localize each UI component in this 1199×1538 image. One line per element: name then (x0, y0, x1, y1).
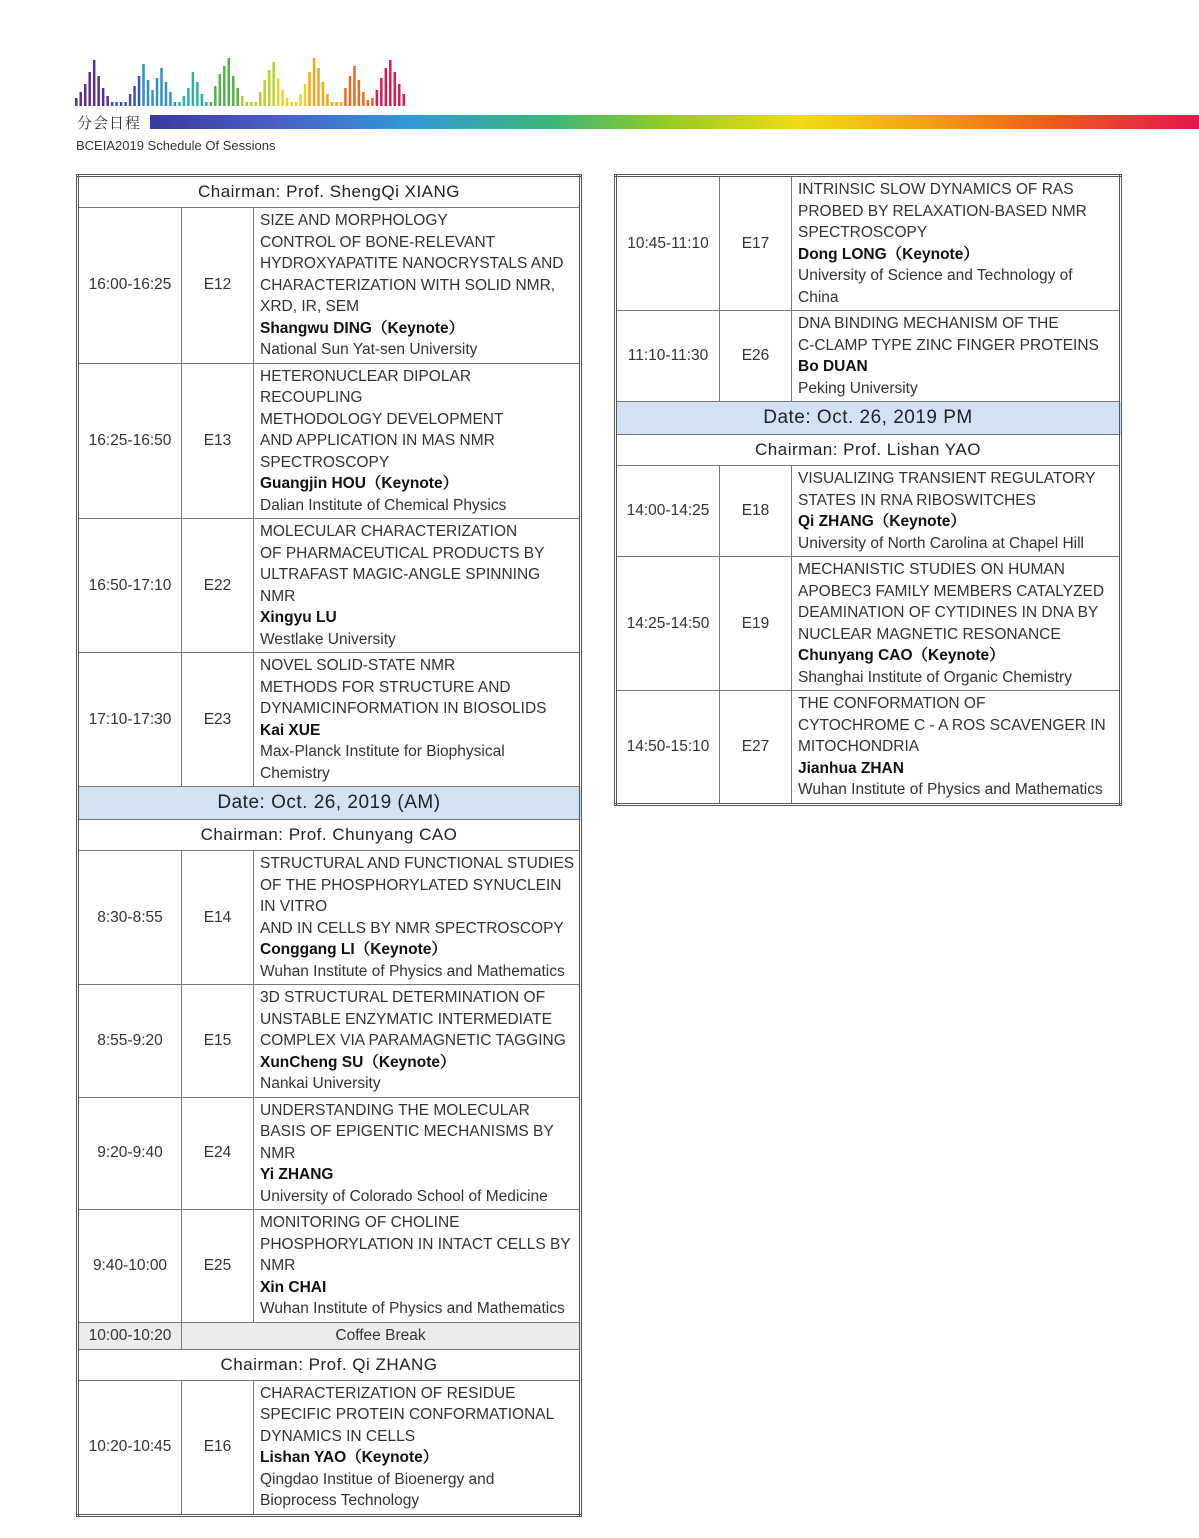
equalizer-bar (286, 98, 288, 106)
equalizer-bar (362, 92, 364, 106)
equalizer-bar (196, 82, 198, 106)
talk-title: INTRINSIC SLOW DYNAMICS OF RAS PROBED BY RELAXATION-BASED NMR SPECTROSCOPY (798, 181, 1087, 241)
coffee-break-row (78, 1322, 581, 1349)
talk-title: MONITORING OF CHOLINE PHOSPHORYLATION IN INTACT CELLS BY NMR (260, 1214, 571, 1274)
equalizer-bar (93, 60, 95, 106)
session-time: 16:00-16:25 (78, 208, 182, 364)
equalizer-bar (106, 96, 108, 106)
schedule-table-left (76, 174, 582, 1517)
session-row (616, 466, 1121, 557)
talk-title: NOVEL SOLID-STATE NMR METHODS FOR STRUCTURE AND DYNAMICINFORMATION IN BIOSOLIDS (260, 657, 547, 717)
session-talk (254, 985, 581, 1098)
speaker-name: Guangjin HOU（Keynote） (260, 475, 459, 492)
equalizer-bar (79, 92, 81, 106)
talk-title: VISUALIZING TRANSIENT REGULATORY STATES IN RNA RIBOSWITCHES (798, 470, 1096, 509)
equalizer-bar (308, 72, 310, 106)
session-code: E16 (182, 1380, 254, 1515)
equalizer-bar (380, 78, 382, 106)
equalizer-bar (272, 62, 274, 106)
session-talk (254, 851, 581, 985)
session-code: E27 (720, 691, 792, 805)
break-time: 10:00-10:20 (78, 1322, 182, 1349)
session-talk (792, 176, 1121, 311)
equalizer-bar (124, 102, 126, 106)
equalizer-bar (120, 102, 122, 106)
equalizer-bar (97, 76, 99, 106)
session-time: 14:00-14:25 (616, 466, 720, 557)
speaker-affiliation: Westlake University (260, 630, 396, 648)
equalizer-bar (353, 66, 355, 106)
equalizer-bar (165, 82, 167, 106)
equalizer-bar (367, 100, 369, 106)
session-row (78, 1380, 581, 1515)
speaker-affiliation: Nankai University (260, 1075, 381, 1092)
speaker-name: Chunyang CAO（Keynote） (798, 647, 1005, 664)
speaker-name: Dong LONG（Keynote） (798, 245, 979, 263)
session-time: 9:20-9:40 (78, 1097, 182, 1210)
session-time: 16:25-16:50 (78, 363, 182, 519)
chairman-row: Chairman: Prof. ShengQi XIANG (78, 176, 581, 208)
speaker-affiliation: Peking University (798, 379, 918, 397)
equalizer-bar (263, 80, 265, 106)
session-row (78, 519, 581, 653)
equalizer-bar (277, 78, 279, 106)
equalizer-bar (129, 94, 131, 106)
equalizer-bar (259, 92, 261, 106)
session-code: E25 (182, 1210, 254, 1323)
talk-title: DNA BINDING MECHANISM OF THE C-CLAMP TYPE ZINC FINGER PROTEINS (798, 315, 1099, 354)
session-code: E18 (720, 466, 792, 557)
session-code: E26 (720, 311, 792, 402)
speaker-affiliation: University of North Carolina at Chapel Hill (798, 534, 1085, 552)
equalizer-bar (210, 102, 212, 106)
equalizer-bar (403, 94, 405, 106)
speaker-name: Yi ZHANG (260, 1166, 334, 1183)
date-row: Date: Oct. 26, 2019 (AM) (78, 787, 581, 820)
equalizer-bar (290, 102, 292, 106)
equalizer-bar (326, 94, 328, 106)
equalizer-bar (201, 94, 203, 106)
equalizer-bar (178, 102, 180, 106)
equalizer-bar (241, 96, 243, 106)
equalizer-bar (371, 98, 373, 106)
session-talk (792, 691, 1121, 805)
session-row (78, 851, 581, 985)
talk-title: STRUCTURAL AND FUNCTIONAL STUDIES OF THE PHOSPHORYLATED SYNUCLEIN IN VITRO AND IN CELLS BY NMR SPECTROSCOPY (260, 855, 575, 937)
session-talk (792, 466, 1121, 557)
session-time: 16:50-17:10 (78, 519, 182, 653)
equalizer-bar (147, 80, 149, 106)
session-row (616, 691, 1121, 805)
session-row (616, 311, 1121, 402)
speaker-affiliation: Max-Planck Institute for Biophysical Chemistry (260, 743, 505, 782)
speaker-name: Bo DUAN (798, 358, 868, 375)
page-header (0, 0, 1199, 160)
equalizer-bar (169, 92, 171, 106)
equalizer-bar (75, 98, 77, 106)
speaker-affiliation: University of Colorado School of Medicine (260, 1187, 548, 1205)
speaker-affiliation: Shanghai Institute of Organic Chemistry (798, 668, 1072, 686)
session-talk (254, 208, 581, 364)
session-time: 10:20-10:45 (78, 1380, 182, 1515)
speaker-affiliation: Wuhan Institute of Physics and Mathematics (798, 781, 1103, 798)
speaker-name: Lishan YAO（Keynote） (260, 1449, 439, 1466)
session-code: E17 (720, 176, 792, 311)
equalizer-bar (313, 58, 315, 106)
speaker-affiliation: University of Science and Technology of China (798, 267, 1073, 306)
equalizer-bar (192, 72, 194, 106)
session-talk (254, 363, 581, 519)
equalizer-bar (183, 96, 185, 106)
equalizer-bar (385, 68, 387, 106)
session-talk (254, 653, 581, 787)
speaker-affiliation: Qingdao Institue of Bioenergy and Bioprocess Technology (260, 1470, 495, 1509)
date-row: Date: Oct. 26, 2019 PM (616, 402, 1121, 435)
talk-title: THE CONFORMATION OF CYTOCHROME C - A ROS SCAVENGER IN MITOCHONDRIA (798, 695, 1106, 755)
equalizer-bar (151, 90, 153, 106)
session-code: E12 (182, 208, 254, 364)
session-talk (254, 1097, 581, 1210)
chairman-row: Chairman: Prof. Lishan YAO (616, 435, 1121, 466)
session-time: 10:45-11:10 (616, 176, 720, 311)
equalizer-bar (398, 84, 400, 106)
chairman-row: Chairman: Prof. Chunyang CAO (78, 820, 581, 851)
equalizer-bar (102, 88, 104, 106)
equalizer-bar (331, 102, 333, 106)
equalizer-bar (88, 72, 90, 106)
equalizer-bar (138, 76, 140, 106)
equalizer-bar (344, 88, 346, 106)
session-time: 8:30-8:55 (78, 851, 182, 985)
equalizer-bar (389, 60, 391, 106)
equalizer-bar (223, 66, 225, 106)
equalizer-bar (268, 70, 270, 106)
speaker-name: Xin CHAI (260, 1278, 327, 1296)
speaker-name: Jianhua ZHAN (798, 759, 904, 777)
header-subtitle: BCEIA2019 Schedule Of Sessions (76, 138, 276, 153)
session-row (78, 653, 581, 787)
session-talk (254, 1380, 581, 1515)
session-row (78, 208, 581, 364)
session-code: E24 (182, 1097, 254, 1210)
equalizer-bar (254, 102, 256, 106)
equalizer-bar (232, 76, 234, 106)
session-talk (254, 519, 581, 653)
session-row (78, 1097, 581, 1210)
speaker-affiliation: Wuhan Institute of Physics and Mathematics (260, 962, 565, 980)
equalizer-bar (142, 64, 144, 106)
session-code: E15 (182, 985, 254, 1098)
session-code: E23 (182, 653, 254, 787)
equalizer-bar (299, 94, 301, 106)
break-label: Coffee Break (182, 1322, 581, 1349)
equalizer-bar (205, 102, 207, 106)
session-row (78, 363, 581, 519)
equalizer-bar (228, 58, 230, 106)
speaker-name: Kai XUE (260, 721, 321, 739)
equalizer-bar (245, 102, 247, 106)
speaker-name: Xingyu LU (260, 609, 337, 626)
equalizer-bar (335, 102, 337, 106)
session-talk (254, 1210, 581, 1323)
talk-title: MOLECULAR CHARACTERIZATION OF PHARMACEUTICAL PRODUCTS BY ULTRAFAST MAGIC-ANGLE SPINNING NMR (260, 523, 545, 605)
equalizer-bar (358, 80, 360, 106)
equalizer-logo (75, 50, 407, 106)
equalizer-bar (237, 88, 239, 106)
speaker-name: Qi ZHANG（Keynote） (798, 513, 966, 530)
session-row (616, 176, 1121, 311)
speaker-affiliation: Wuhan Institute of Physics and Mathematics (260, 1300, 565, 1317)
equalizer-bar (115, 102, 117, 106)
equalizer-bar (187, 88, 189, 106)
talk-title: UNDERSTANDING THE MOLECULAR BASIS OF EPIGENTIC MECHANISMS BY NMR (260, 1101, 554, 1162)
session-time: 9:40-10:00 (78, 1210, 182, 1323)
equalizer-bar (295, 102, 297, 106)
talk-title: MECHANISTIC STUDIES ON HUMAN APOBEC3 FAMILY MEMBERS CATALYZED DEAMINATION OF CYTIDINES IN DNA BY NUCLEAR MAGNETIC RESONANCE (798, 561, 1105, 643)
session-time: 17:10-17:30 (78, 653, 182, 787)
equalizer-bar (340, 102, 342, 106)
schedule-table-right (614, 174, 1122, 806)
session-row (78, 1210, 581, 1323)
speaker-name: Shangwu DING（Keynote） (260, 319, 465, 337)
equalizer-bar (133, 86, 135, 106)
session-time: 14:25-14:50 (616, 557, 720, 691)
speaker-name: XunCheng SU（Keynote） (260, 1053, 456, 1071)
chairman-row: Chairman: Prof. Qi ZHANG (78, 1349, 581, 1380)
session-time: 14:50-15:10 (616, 691, 720, 805)
equalizer-bar (281, 90, 283, 106)
session-talk (792, 311, 1121, 402)
session-talk (792, 557, 1121, 691)
speaker-name: Conggang LI（Keynote） (260, 941, 447, 958)
talk-title: CHARACTERIZATION OF RESIDUE SPECIFIC PROTEIN CONFORMATIONAL DYNAMICS IN CELLS (260, 1384, 555, 1445)
rainbow-stripe (150, 115, 1199, 129)
session-row (78, 985, 581, 1098)
session-code: E19 (720, 557, 792, 691)
equalizer-bar (322, 82, 324, 106)
equalizer-bar (250, 102, 252, 106)
speaker-affiliation: Dalian Institute of Chemical Physics (260, 496, 507, 514)
talk-title: 3D STRUCTURAL DETERMINATION OF UNSTABLE ENZYMATIC INTERMEDIATE COMPLEX VIA PARAMAGNETIC TAGGING (260, 989, 566, 1049)
equalizer-bar (304, 84, 306, 106)
equalizer-bar (317, 68, 319, 106)
talk-title: SIZE AND MORPHOLOGY CONTROL OF BONE-RELEVANT HYDROXYAPATITE NANOCRYSTALS AND CHARACTERIZATION WITH SOLID NMR, XRD, IR, SEM (260, 212, 564, 315)
equalizer-bar (156, 78, 158, 106)
equalizer-bar (394, 72, 396, 106)
session-code: E13 (182, 363, 254, 519)
equalizer-bar (214, 86, 216, 106)
equalizer-bar (219, 74, 221, 106)
talk-title: HETERONUCLEAR DIPOLAR RECOUPLING METHODOLOGY DEVELOPMENT AND APPLICATION IN MAS NMR SPECTROSCOPY (260, 367, 504, 471)
equalizer-bar (111, 102, 113, 106)
session-code: E14 (182, 851, 254, 985)
session-time: 11:10-11:30 (616, 311, 720, 402)
equalizer-bar (84, 84, 86, 106)
session-row (616, 557, 1121, 691)
session-code: E22 (182, 519, 254, 653)
equalizer-bar (160, 68, 162, 106)
equalizer-bar (349, 76, 351, 106)
header-title-cn: 分会日程 (77, 115, 142, 132)
equalizer-bar (174, 102, 176, 106)
session-time: 8:55-9:20 (78, 985, 182, 1098)
equalizer-bar (376, 90, 378, 106)
speaker-affiliation: National Sun Yat-sen University (260, 341, 478, 358)
